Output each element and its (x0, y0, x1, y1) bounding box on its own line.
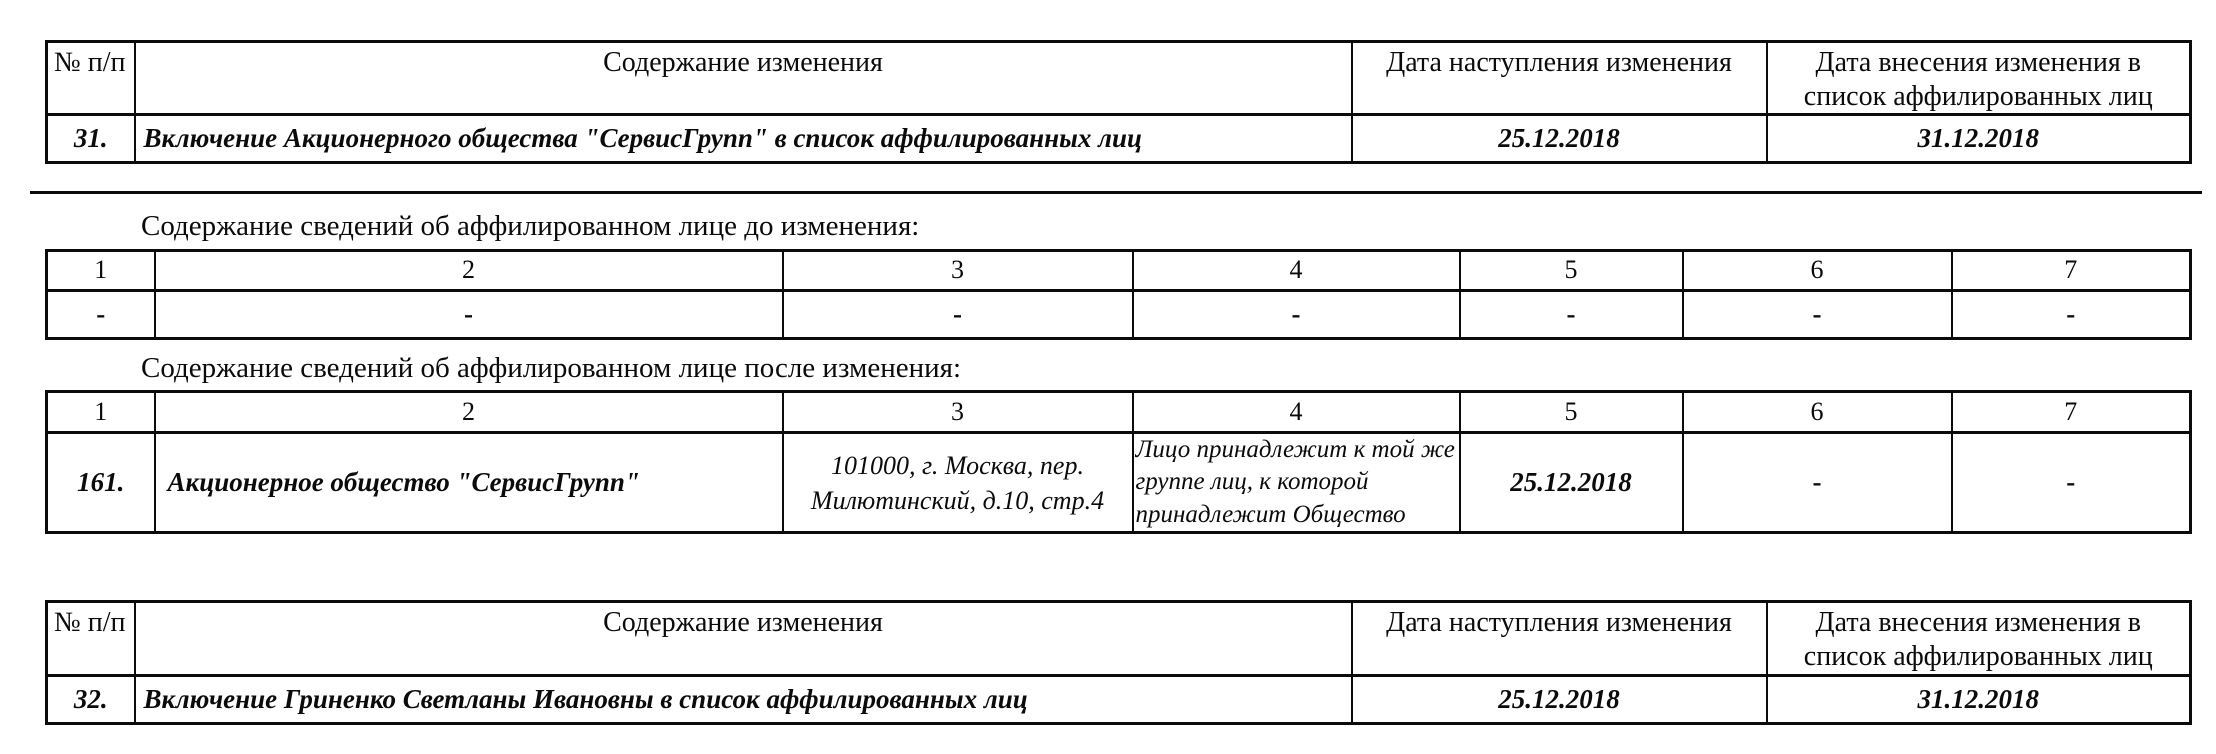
column-number-1: 1 (47, 391, 155, 432)
affiliated-person-number: 161. (47, 432, 155, 533)
column-number-4: 4 (1133, 250, 1460, 290)
header-change-content: Содержание изменения (135, 602, 1352, 675)
record-number: 32. (47, 675, 135, 723)
details-after-change-table (45, 390, 2192, 535)
empty-value: - (47, 290, 155, 338)
change-record-table-31 (45, 40, 2192, 164)
empty-value: - (1683, 290, 1952, 338)
empty-value: - (155, 290, 783, 338)
column-number-3: 3 (783, 391, 1133, 432)
column-number-4: 4 (1133, 391, 1460, 432)
change-content: Включение Гриненко Светланы Ивановны в список аффилированных лиц (135, 675, 1352, 723)
details-before-change-table (45, 249, 2192, 340)
date-entered: 31.12.2018 (1767, 115, 2191, 163)
empty-value: - (1133, 290, 1460, 338)
change-content: Включение Акционерного общества "СервисГрупп" в список аффилированных лиц (135, 115, 1352, 163)
column-number-2: 2 (155, 391, 783, 432)
table-header-row (47, 42, 2191, 115)
date-entered: 31.12.2018 (1767, 675, 2191, 723)
share-value: - (1952, 432, 2191, 533)
header-date-occurred: Дата наступления изменения (1352, 602, 1767, 675)
table-header-row (47, 250, 2191, 290)
empty-value: - (783, 290, 1133, 338)
change-record-table-32 (45, 600, 2192, 724)
empty-value: - (1460, 290, 1683, 338)
column-number-5: 5 (1460, 391, 1683, 432)
table-header-row (47, 391, 2191, 432)
column-number-7: 7 (1952, 391, 2191, 432)
column-number-3: 3 (783, 250, 1133, 290)
affiliation-date: 25.12.2018 (1460, 432, 1683, 533)
column-number-2: 2 (155, 250, 783, 290)
date-occurred: 25.12.2018 (1352, 675, 1767, 723)
table-header-row (47, 602, 2191, 675)
header-date-entered: Дата внесения изменения в список аффилированных лиц (1767, 42, 2191, 115)
after-change-section-label: Содержание сведений об аффилированном лице после изменения: (141, 351, 962, 384)
affiliated-person-name: Акционерное общество "СервисГрупп" (155, 432, 783, 533)
header-date-occurred: Дата наступления изменения (1352, 42, 1767, 115)
column-number-7: 7 (1952, 250, 2191, 290)
date-occurred: 25.12.2018 (1352, 115, 1767, 163)
column-number-6: 6 (1683, 391, 1952, 432)
affiliated-person-address: 101000, г. Москва, пер. Милютинский, д.10, стр.4 (783, 432, 1133, 533)
section-divider-line (30, 191, 2202, 194)
empty-value: - (1952, 290, 2191, 338)
change-record-row-32 (47, 675, 2191, 723)
share-value: - (1683, 432, 1952, 533)
header-change-content: Содержание изменения (135, 42, 1352, 115)
before-change-section-label: Содержание сведений об аффилированном лице до изменения: (141, 210, 920, 243)
column-number-6: 6 (1683, 250, 1952, 290)
after-change-data-row-161 (47, 432, 2191, 533)
before-change-data-row (47, 290, 2191, 338)
header-date-entered: Дата внесения изменения в список аффилированных лиц (1767, 602, 2191, 675)
affiliation-basis: Лицо принадлежит к той же группе лиц, к которой принадлежит Общество (1133, 432, 1460, 533)
record-number: 31. (47, 115, 135, 163)
column-number-5: 5 (1460, 250, 1683, 290)
header-num: № п/п (47, 602, 135, 675)
change-record-row-31 (47, 115, 2191, 163)
header-num: № п/п (47, 42, 135, 115)
column-number-1: 1 (47, 250, 155, 290)
